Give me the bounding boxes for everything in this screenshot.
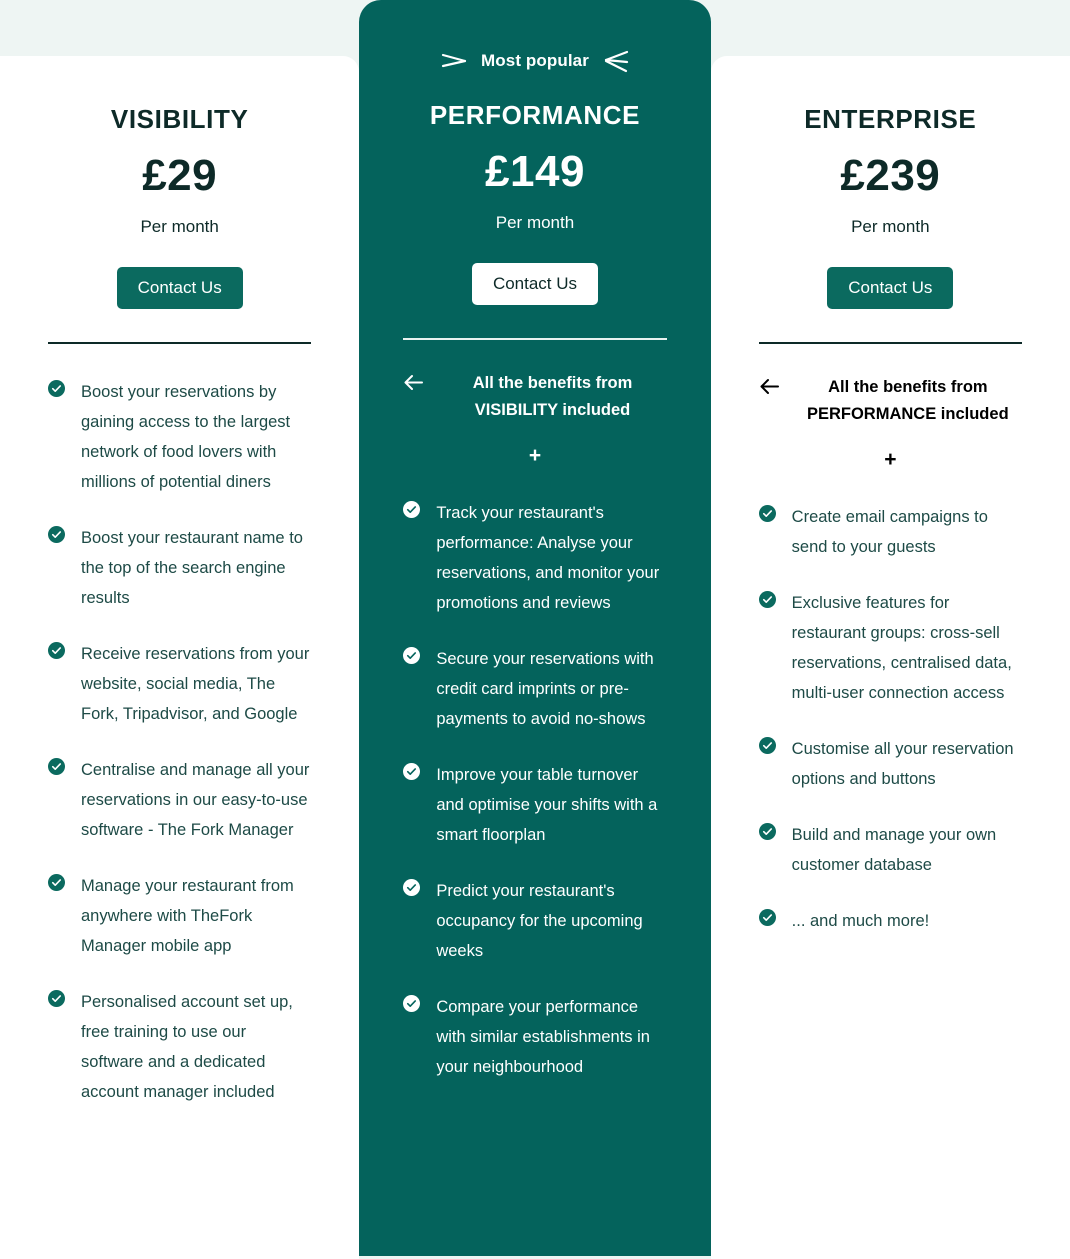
arrow-left-icon (759, 377, 780, 396)
list-item (403, 644, 666, 734)
feature-list (403, 498, 666, 1148)
list-item (759, 588, 1022, 708)
feature-text: Receive reservations from your website, social media, The Fork, Tripadvisor, and Google (81, 644, 310, 723)
plan-price: £149 (485, 147, 585, 196)
check-circle-icon (403, 879, 420, 901)
feature-text: Manage your restaurant from anywhere with TheFork Manager mobile app (81, 876, 294, 955)
list-item (48, 639, 311, 729)
check-circle-icon (759, 505, 776, 527)
plan-title: ENTERPRISE (804, 104, 977, 134)
list-item (403, 992, 666, 1082)
check-circle-icon (403, 647, 420, 669)
check-circle-icon (759, 591, 776, 613)
feature-text: Boost your reservations by gaining access to the largest network of food lovers with millions of potential diners (81, 382, 291, 491)
card-divider (48, 342, 311, 344)
plan-period: Per month (851, 217, 930, 236)
plan-price: £239 (840, 151, 941, 200)
plan-price: £29 (142, 151, 218, 200)
list-item (759, 820, 1022, 880)
plan-period: Per month (495, 213, 575, 232)
contact-us-button[interactable]: Contact Us (827, 267, 953, 309)
feature-text: Track your restaurant's performance: Analyse your reservations, and monitor your promotions and reviews (436, 503, 660, 612)
feature-list (48, 377, 311, 1173)
list-item (403, 760, 666, 850)
inherited-benefits-banner (759, 374, 1022, 428)
arrow-left-icon (403, 373, 424, 392)
check-circle-icon (48, 380, 65, 402)
feature-list (759, 502, 1022, 1002)
check-circle-icon (48, 642, 65, 664)
check-circle-icon (48, 526, 65, 548)
inherited-benefits-text: All the benefits from VISIBILITY included (472, 373, 633, 419)
list-item (759, 734, 1022, 794)
plan-title: VISIBILITY (110, 104, 249, 134)
list-item (48, 987, 311, 1107)
pricing-card-enterprise (711, 56, 1070, 1259)
card-divider (403, 338, 666, 340)
inherited-benefits-banner (403, 370, 666, 424)
check-circle-icon (403, 763, 420, 785)
check-circle-icon (48, 758, 65, 780)
contact-us-button[interactable]: Contact Us (472, 263, 598, 305)
most-popular-badge (403, 48, 666, 74)
plan-title: PERFORMANCE (429, 100, 641, 130)
check-circle-icon (403, 995, 420, 1017)
check-circle-icon (759, 823, 776, 845)
feature-text: Improve your table turnover and optimise your shifts with a smart floorplan (436, 766, 658, 845)
check-circle-icon (759, 737, 776, 759)
sparkle-rays-left-icon (439, 48, 469, 74)
feature-text: Centralise and manage all your reservations in our easy-to-use software - The Fork Manager (81, 760, 310, 839)
check-circle-icon (759, 909, 776, 931)
feature-text: Exclusive features for restaurant groups: cross-sell reservations, centralised data, multi-user connection access (791, 593, 1012, 703)
feature-text: Secure your reservations with credit card imprints or pre-payments to avoid no-shows (436, 650, 654, 729)
list-item (403, 876, 666, 966)
list-item (759, 906, 1022, 936)
feature-text: Personalised account set up, free training to use our software and a dedicated account manager included (81, 992, 293, 1101)
list-item (48, 377, 311, 497)
inherited-benefits-text: All the benefits from PERFORMANCE included (806, 377, 1009, 423)
feature-text: Create email campaigns to send to your guests (791, 507, 988, 556)
pricing-card-performance (359, 0, 710, 1256)
feature-text: ... and much more! (791, 912, 930, 931)
card-divider (759, 342, 1022, 344)
list-item (759, 502, 1022, 562)
pricing-card-visibility (0, 56, 359, 1259)
check-circle-icon (48, 990, 65, 1012)
feature-text: Predict your restaurant's occupancy for the upcoming weeks (436, 882, 643, 961)
check-circle-icon (403, 501, 420, 523)
plus-separator: + (528, 443, 542, 467)
sparkle-rays-right-icon (601, 48, 631, 74)
feature-text: Boost your restaurant name to the top of the search engine results (81, 528, 303, 607)
badge-label: Most popular (481, 51, 589, 70)
feature-text: Build and manage your own customer database (791, 826, 997, 875)
check-circle-icon (48, 874, 65, 896)
contact-us-button[interactable]: Contact Us (117, 267, 243, 309)
list-item (403, 498, 666, 618)
list-item (48, 523, 311, 613)
feature-text: Compare your performance with similar establishments in your neighbourhood (436, 998, 650, 1077)
plan-period: Per month (140, 217, 219, 236)
feature-text: Customise all your reservation options and buttons (791, 740, 1014, 789)
list-item (48, 755, 311, 845)
plus-separator: + (884, 447, 897, 471)
list-item (48, 871, 311, 961)
